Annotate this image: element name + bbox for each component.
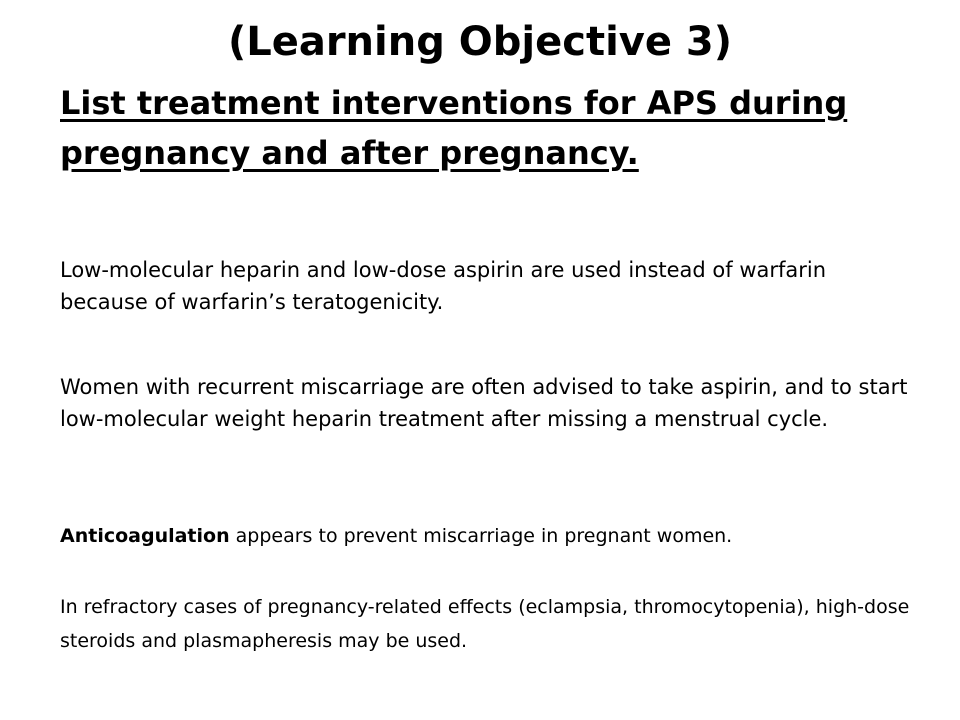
- anticoagulation-text: appears to prevent miscarriage in pregnant women.: [229, 525, 733, 547]
- slide-subtitle: List treatment interventions for APS during pregnancy and after pregnancy.: [60, 84, 848, 172]
- paragraph-refractory-cases: In refractory cases of pregnancy-related effects (eclampsia, thromocytopenia), high-dose steroids and plasmapheresis may be used.: [60, 596, 910, 652]
- anticoagulation-term: Anticoagulation: [60, 525, 230, 547]
- slide-title: (Learning Objective 3): [227, 19, 733, 65]
- paragraph-anticoagulation: [60, 522, 920, 550]
- paragraph-recurrent-miscarriage: Women with recurrent miscarriage are often advised to take aspirin, and to start low-molecular weight heparin treatment after missing a menstrual cycle.: [60, 375, 908, 431]
- paragraph-heparin-aspirin: Low-molecular heparin and low-dose aspirin are used instead of warfarin because of warfarin’s teratogenicity.: [60, 258, 827, 314]
